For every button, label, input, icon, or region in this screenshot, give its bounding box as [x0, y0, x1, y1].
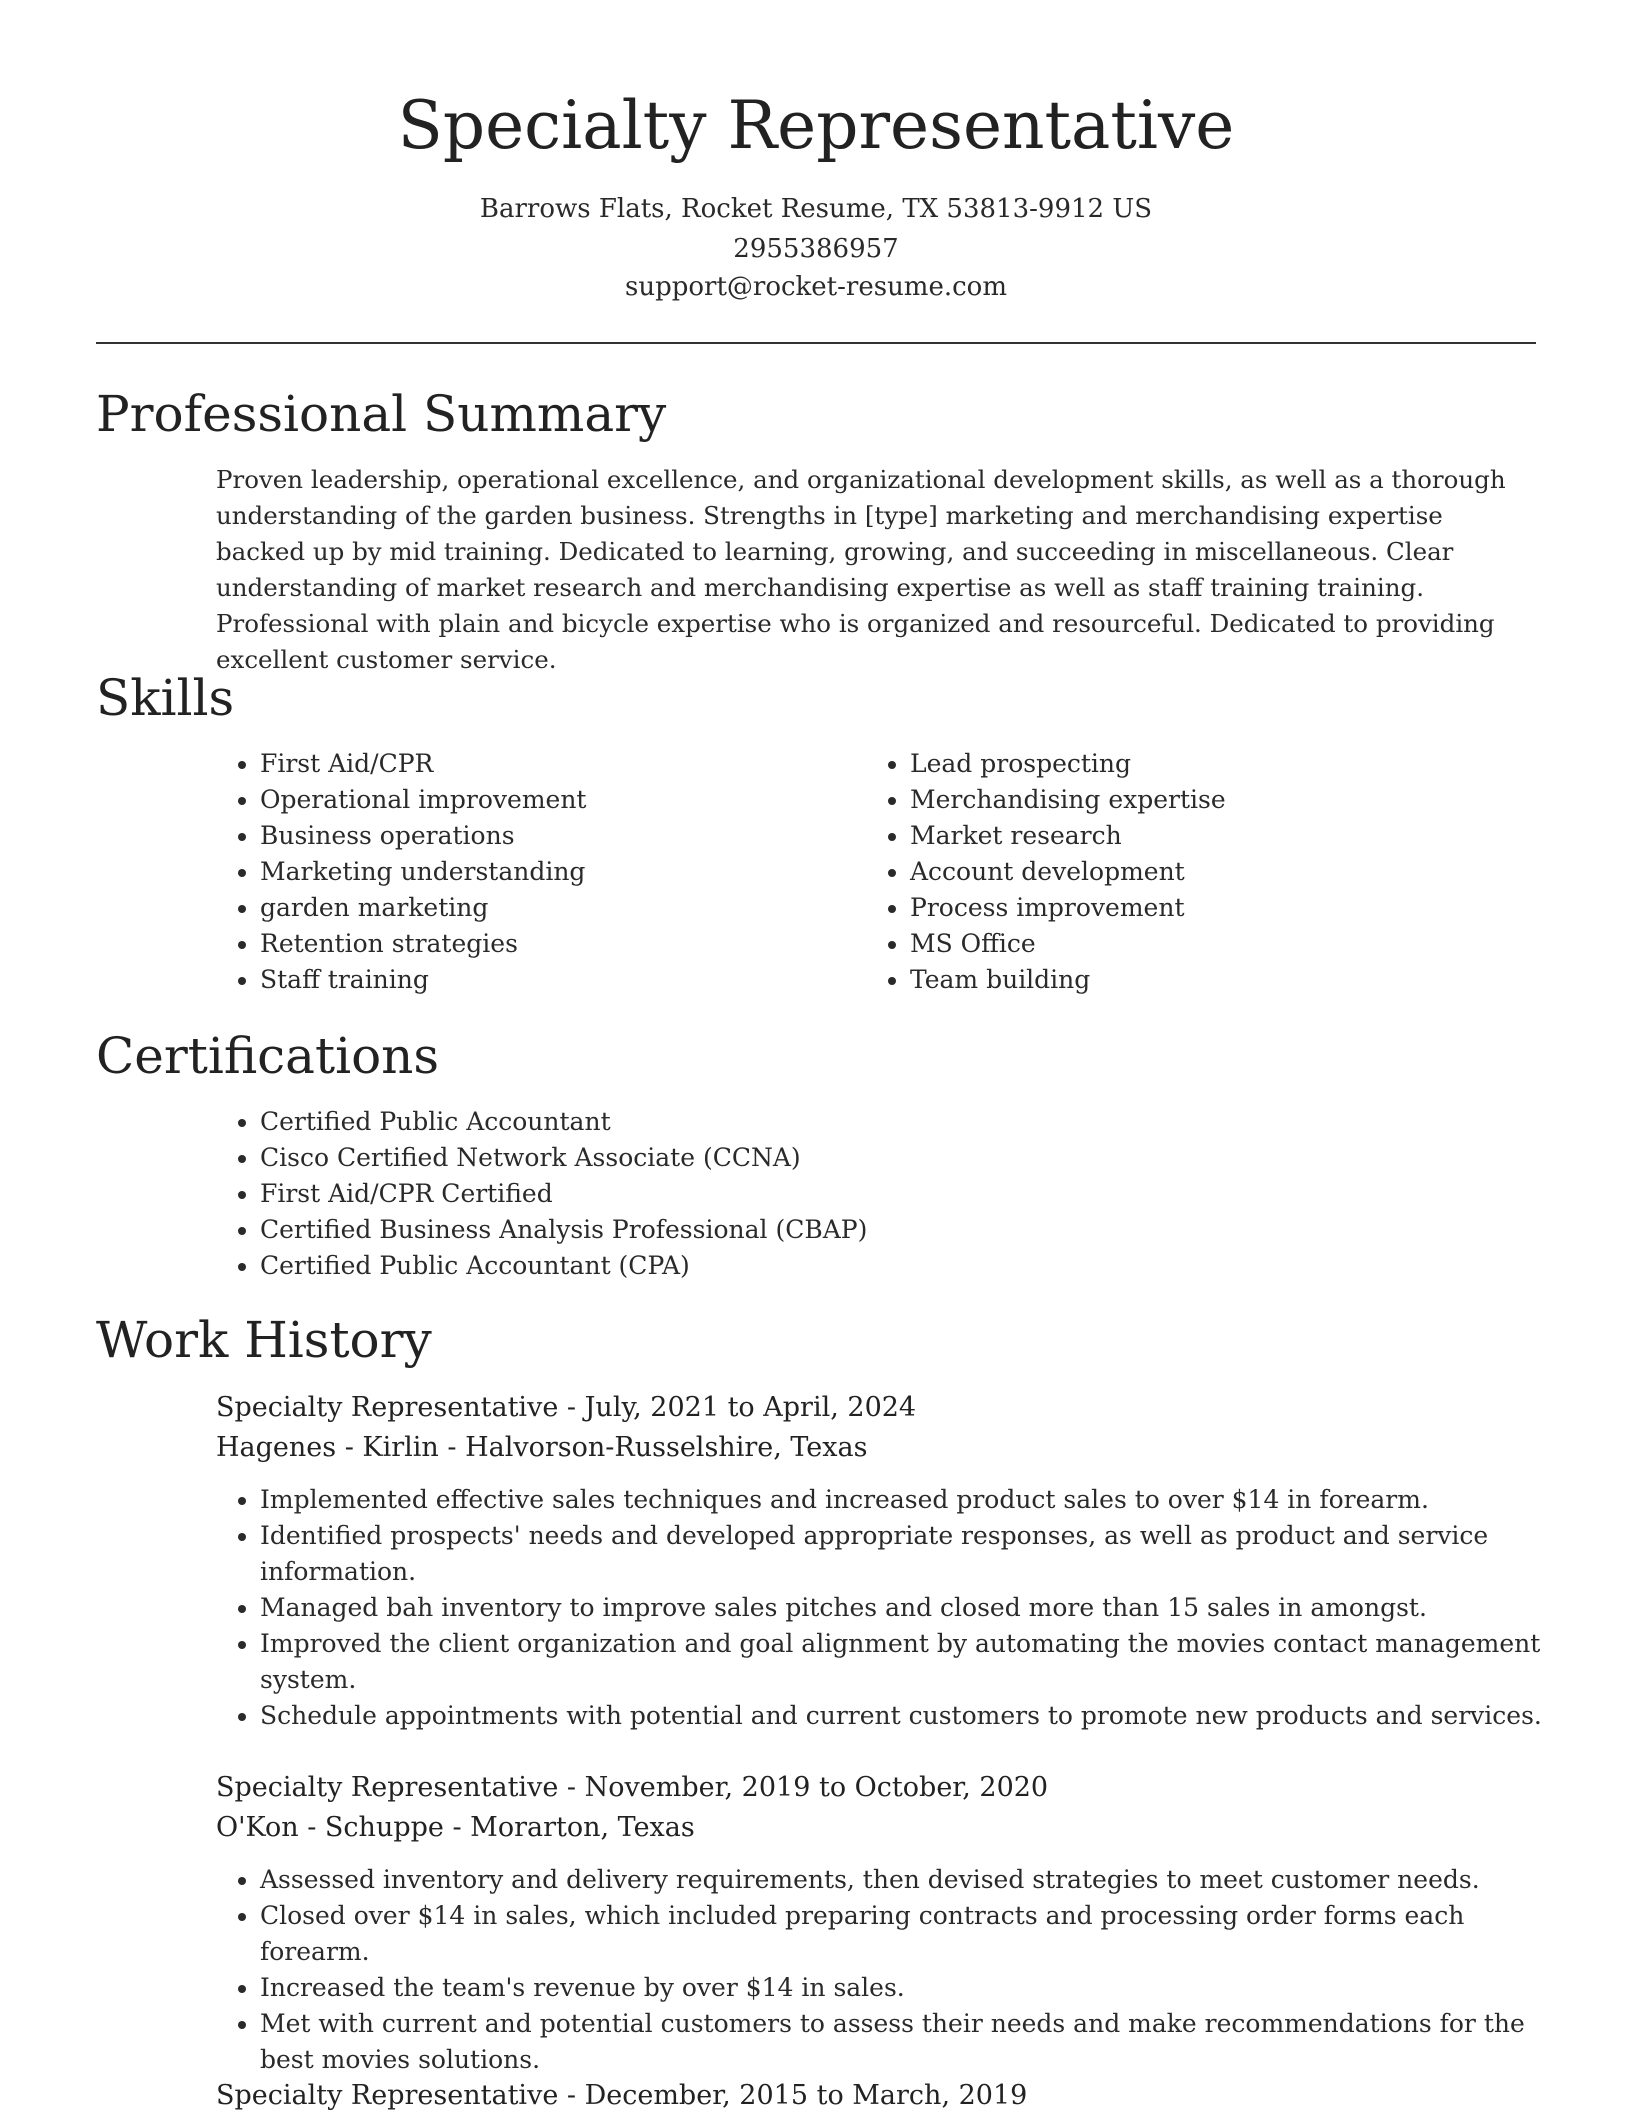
- skill-item: • Operational improvement: [260, 782, 860, 818]
- certification-item: • Certified Public Accountant: [260, 1104, 1460, 1140]
- job-role: Specialty Representative: [216, 2080, 559, 2111]
- job-bullet: • Met with current and potential customers to assess their needs and make recommendations for the best movies solutions.: [260, 2006, 1560, 2078]
- job-title-line: [216, 1768, 1048, 1808]
- job-company: O'Kon - Schuppe: [216, 1812, 444, 1843]
- certification-item: • Cisco Certified Network Associate (CCNA): [260, 1140, 1460, 1176]
- header-divider: [96, 342, 1536, 344]
- section-title-skills: Skills: [96, 669, 235, 727]
- job-role: Specialty Representative: [216, 1392, 559, 1423]
- job-company: Hagenes - Kirlin: [216, 1432, 439, 1463]
- job-bullet: • Schedule appointments with potential and current customers to promote new products and services.: [260, 1698, 1560, 1734]
- job-bullet: • Managed bah inventory to improve sales pitches and closed more than 15 sales in amongst.: [260, 1590, 1560, 1626]
- skill-item: • Business operations: [260, 818, 860, 854]
- job-bullet: • Identified prospects' needs and developed appropriate responses, as well as product and service information.: [260, 1518, 1560, 1590]
- section-title-work-history: Work History: [96, 1311, 432, 1369]
- section-title-certifications: Certifications: [96, 1027, 440, 1085]
- job-location: - Morarton, Texas: [443, 1812, 695, 1843]
- skill-item: • Market research: [910, 818, 1510, 854]
- job-bullet: • Assessed inventory and delivery requirements, then devised strategies to meet customer needs.: [260, 1862, 1560, 1898]
- job-bullets: [216, 1482, 1560, 1734]
- certification-item: • First Aid/CPR Certified: [260, 1176, 1460, 1212]
- job-company-line: [216, 1808, 695, 1848]
- job-bullet: • Implemented effective sales techniques and increased product sales to over $14 in forearm.: [260, 1482, 1560, 1518]
- contact-phone: 2955386957: [733, 234, 899, 264]
- candidate-name: Specialty Representative: [397, 87, 1235, 164]
- skill-item: • Merchandising expertise: [910, 782, 1510, 818]
- job-bullet: • Closed over $14 in sales, which included preparing contracts and processing order forms each forearm.: [260, 1898, 1560, 1970]
- job-role: Specialty Representative: [216, 1772, 559, 1803]
- skill-item: • First Aid/CPR: [260, 746, 860, 782]
- skill-item: • MS Office: [910, 926, 1510, 962]
- job-location: - Halvorson-Russelshire, Texas: [438, 1432, 868, 1463]
- skill-item: • Staff training: [260, 962, 860, 998]
- job-dates: - November, 2019 to October, 2020: [558, 1772, 1049, 1803]
- certification-item: • Certified Public Accountant (CPA): [260, 1248, 1460, 1284]
- skill-item: • Account development: [910, 854, 1510, 890]
- skills-list-left: [216, 746, 860, 998]
- contact-email: support@rocket-resume.com: [624, 272, 1007, 302]
- job-bullet: • Increased the team's revenue by over $14 in sales.: [260, 1970, 1560, 2006]
- job-company-line: [216, 1428, 867, 1468]
- section-title-summary: Professional Summary: [96, 385, 667, 443]
- skill-item: • Retention strategies: [260, 926, 860, 962]
- certification-item: • Certified Business Analysis Professional (CBAP): [260, 1212, 1460, 1248]
- summary-text: Proven leadership, operational excellence, and organizational development skills, as well as a thorough understanding of the garden business. Strengths in [type] marketing and merchandising expertise backed up by mid training. Dedicated to learning, growing, and succeeding in miscellaneous. Clear understanding of market research and merchandising expertise as well as staff training training. Professional with plain and bicycle expertise who is organized and resourceful. Dedicated to providing excellent customer service.: [216, 465, 1506, 674]
- job-dates: - July, 2021 to April, 2024: [558, 1392, 917, 1423]
- skills-list-right: [866, 746, 1510, 998]
- skill-item: • Marketing understanding: [260, 854, 860, 890]
- skill-item: • garden marketing: [260, 890, 860, 926]
- certifications-list: [216, 1104, 1460, 1284]
- job-title-line: [216, 2076, 1027, 2116]
- skill-item: • Process improvement: [910, 890, 1510, 926]
- contact-address: Barrows Flats, Rocket Resume, TX 53813-9912 US: [479, 194, 1153, 224]
- job-bullets: [216, 1862, 1560, 2078]
- job-dates: - December, 2015 to March, 2019: [558, 2080, 1028, 2111]
- skill-item: • Lead prospecting: [910, 746, 1510, 782]
- job-bullet: • Improved the client organization and goal alignment by automating the movies contact management system.: [260, 1626, 1560, 1698]
- job-title-line: [216, 1388, 916, 1428]
- skill-item: • Team building: [910, 962, 1510, 998]
